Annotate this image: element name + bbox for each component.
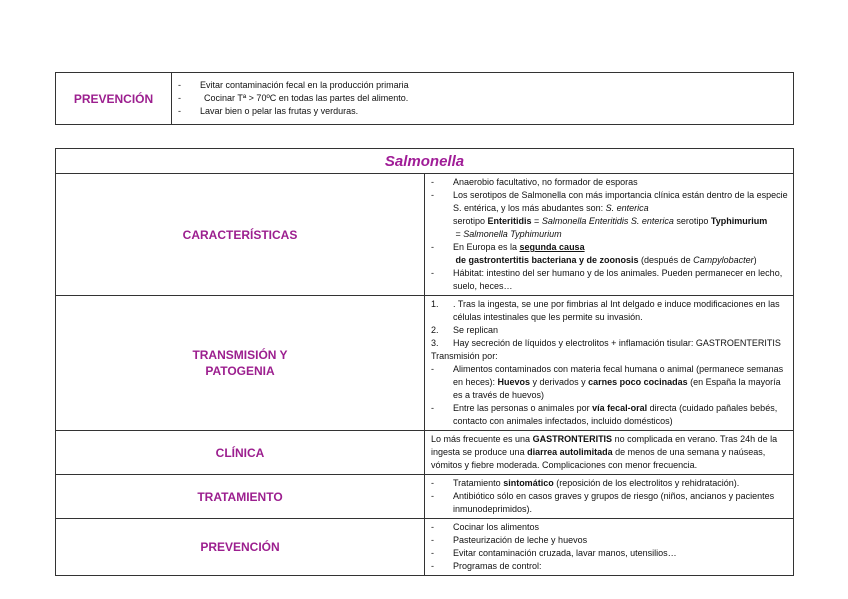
list-item: - Los serotipos de Salmonella con más importancia clínica están dentro de la especie S. entérica, y los más abudantes son: S. enterica serotipo Enteritidis = Salmonella Enteritidis S. enterica serotipo Typhimurium = Salmonella Typhimurium: [431, 190, 788, 239]
list-item: - En Europa es la segunda causa de gastrontertitis bacteriana y de zoonosis (después de Campylobacter): [431, 242, 757, 265]
salmonella-table: [55, 148, 794, 576]
list-item: - Hábitat: intestino del ser humano y de los animales. Pueden permanecer en lecho, suelo, heces…: [431, 268, 783, 291]
caracteristicas-label: CARACTERÍSTICAS: [56, 174, 425, 296]
list-item: - Antibiótico sólo en casos graves y grupos de riesgo (niños, ancianos y pacientes inmunodeprimidos).: [431, 491, 775, 514]
list-item: - Tratamiento sintomático (reposición de los electrolitos y rehidratación).: [431, 478, 740, 488]
list-item: 1. . Tras la ingesta, se une por fimbrias al Int delgado e induce modificaciones en las células intestinales que les permite su invasión.: [431, 299, 780, 322]
list-item: - Programas de control:: [431, 561, 542, 571]
list-item: - Lavar bien o pelar las frutas y verduras.: [178, 106, 359, 116]
prevencion-label-top: PREVENCIÓN: [56, 73, 172, 125]
transmision-subheading: Transmisión por:: [431, 351, 498, 361]
caracteristicas-content: [425, 174, 794, 296]
tratamiento-label: TRATAMIENTO: [56, 475, 425, 519]
list-item: - Cocinar Tª > 70ºC en todas las partes del alimento.: [178, 93, 409, 103]
clinica-label: CLÍNICA: [56, 431, 425, 475]
transmision-content: [425, 296, 794, 431]
list-item: - Cocinar los alimentos: [431, 522, 540, 532]
list-item: - Alimentos contaminados con materia fecal humana o animal (permanece semanas en heces): Huevos y derivados y carnes poco cocinadas (en España la mayoría es a través de huevos): [431, 364, 784, 400]
prevencion-label: PREVENCIÓN: [56, 519, 425, 576]
clinica-content: Lo más frecuente es una GASTRONTERITIS no complicada en verano. Tras 24h de la ingesta se produce una diarrea autolimitada de menos de una semana y naúseas, vómitos y fiebre moderada. Complicaciones con menor frecuencia.: [425, 431, 794, 475]
list-item: - Evitar contaminación cruzada, lavar manos, utensilios…: [431, 548, 677, 558]
salmonella-title: Salmonella: [56, 149, 794, 174]
list-item: - Anaerobio facultativo, no formador de esporas: [431, 177, 638, 187]
prevencion-table-top: [55, 72, 794, 125]
tratamiento-content: [425, 475, 794, 519]
prevencion-content: [425, 519, 794, 576]
list-item: - Pasteurización de leche y huevos: [431, 535, 588, 545]
list-item: - Evitar contaminación fecal en la producción primaria: [178, 80, 409, 90]
prevencion-content-top: [172, 73, 794, 125]
list-item: 3. Hay secreción de líquidos y electrolitos + inflamación tisular: GASTROENTERITIS: [431, 338, 781, 348]
transmision-label: TRANSMISIÓN Y PATOGENIA: [56, 296, 425, 431]
list-item: 2. Se replican: [431, 325, 499, 335]
list-item: - Entre las personas o animales por vía fecal-oral directa (cuidado pañales bebés, contacto con animales infectados, incluido domésticos): [431, 403, 778, 426]
